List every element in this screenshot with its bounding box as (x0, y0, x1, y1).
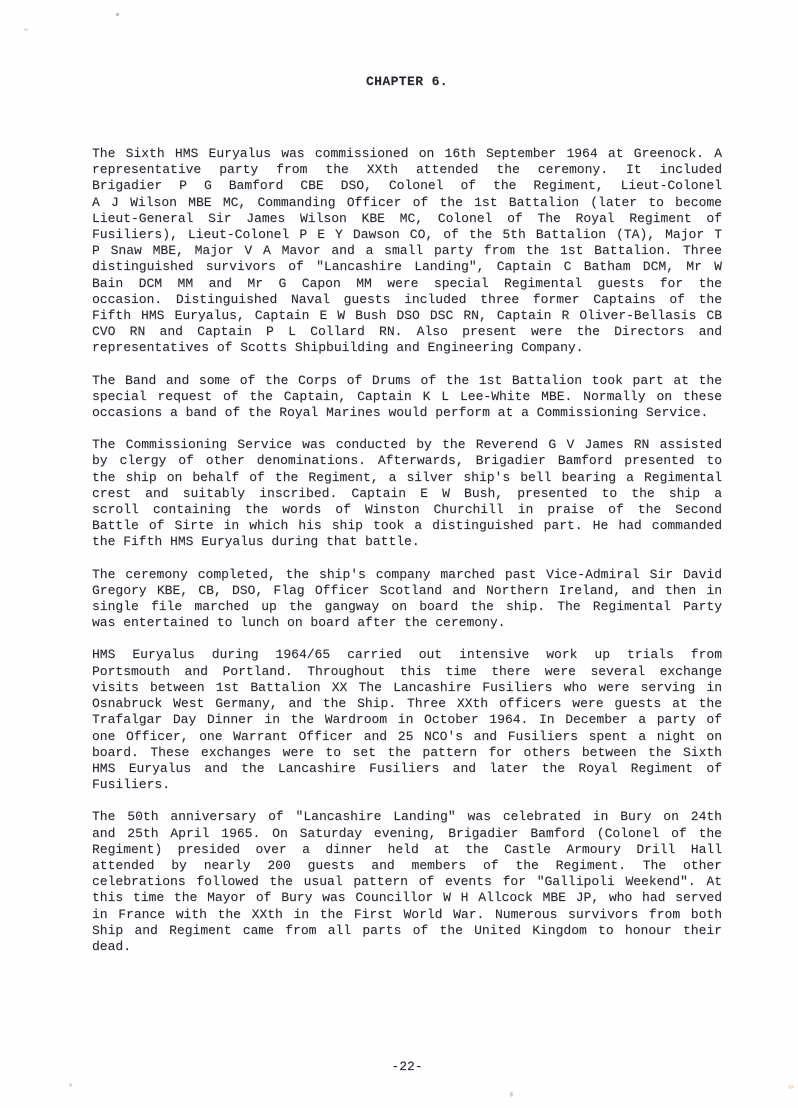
text-line: distinguished survivors of "Lancashire Landing", Captain C Batham DCM, Mr W (92, 259, 722, 275)
text-line: representatives of Scotts Shipbuilding and Engineering Company. (92, 340, 584, 356)
text-line: The Commissioning Service was conducted by the Reverend G V James RN assisted (92, 437, 722, 453)
chapter-heading: CHAPTER 6. (365, 74, 448, 89)
text-line: visits between 1st Battalion XX The Lancashire Fusiliers who were serving in (92, 679, 722, 695)
text-line: Fusiliers. (92, 777, 171, 793)
text-line: was entertained to lunch on board after the ceremony. (92, 615, 506, 631)
text-line: Fifth HMS Euryalus, Captain E W Bush DSO DSC RN, Captain R Oliver-Bellasis CB (92, 308, 722, 324)
text-line: celebrations followed the usual pattern of events for "Gallipoli Weekend". At (92, 874, 722, 890)
text-line: in France with the XXth in the First World War. Numerous survivors from both (92, 906, 722, 922)
text-line: special request of the Captain, Captain K L Lee-White MBE. Normally on these (92, 388, 722, 404)
text-line: the Fifth HMS Euryalus during that battle. (92, 534, 420, 550)
text-line: occasions a band of the Royal Marines would perform at a Commissioning Service. (92, 405, 709, 421)
text-line: Gregory KBE, CB, DSO, Flag Officer Scotland and Northern Ireland, and then in (92, 582, 722, 598)
paragraph (92, 146, 722, 357)
text-line: Osnabruck West Germany, and the Ship. Three XXth officers were guests at the (92, 696, 722, 712)
text-line: this time the Mayor of Bury was Councillor W H Allcock MBE JP, who had served (92, 890, 722, 906)
text-line: The 50th anniversary of "Lancashire Landing" was celebrated in Bury on 24th (92, 809, 722, 825)
text-line: board. These exchanges were to set the pattern for others between the Sixth (92, 744, 722, 760)
text-line: the ship on behalf of the Regiment, a silver ship's bell bearing a Regimental (92, 469, 722, 485)
text-line: A J Wilson MBE MC, Commanding Officer of the 1st Battalion (later to become (92, 194, 722, 210)
text-line: CVO RN and Captain P L Collard RN. Also present were the Directors and (92, 324, 722, 340)
paragraph (92, 437, 722, 550)
text-line: single file marched up the gangway on board the ship. The Regimental Party (92, 599, 722, 615)
text-line: Ship and Regiment came from all parts of the United Kingdom to honour their (92, 922, 722, 938)
text-line: one Officer, one Warrant Officer and 25 NCO's and Fusiliers spent a night on (92, 728, 722, 744)
paper-speck (69, 1083, 72, 1087)
text-line: occasion. Distinguished Naval guests included three former Captains of the (92, 291, 722, 307)
text-line: crest and suitably inscribed. Captain E W Bush, presented to the ship a (92, 485, 722, 501)
text-line: representative party from the XXth attended the ceremony. It included (92, 162, 722, 178)
paragraph (92, 373, 722, 422)
text-line: Lieut-General Sir James Wilson KBE MC, Colonel of The Royal Regiment of (92, 210, 722, 226)
text-line: Regiment) presided over a dinner held at the Castle Armoury Drill Hall (92, 841, 722, 857)
text-line: dead. (92, 938, 132, 954)
text-line: Bain DCM MM and Mr G Capon MM were special Regimental guests for the (92, 275, 722, 291)
text-line: by clergy of other denominations. Afterwards, Brigadier Bamford presented to (92, 453, 722, 469)
paragraph (92, 567, 722, 632)
text-line: The Sixth HMS Euryalus was commissioned on 16th September 1964 at Greenock. A (92, 146, 722, 161)
paper-speck (788, 1085, 794, 1089)
paragraph (92, 809, 722, 955)
paper-speck (510, 1092, 513, 1097)
text-line: The Band and some of the Corps of Drums of the 1st Battalion took part at the (92, 372, 722, 388)
paper-speck (116, 13, 119, 16)
text-line: Trafalgar Day Dinner in the Wardroom in October 1964. In December a party of (92, 712, 722, 728)
text-line: Fusiliers), Lieut-Colonel P E Y Dawson CO, of the 5th Battalion (TA), Major T (92, 227, 722, 243)
text-line: and 25th April 1965. On Saturday evening, Brigadier Bamford (Colonel of the (92, 825, 722, 841)
text-line: Brigadier P G Bamford CBE DSO, Colonel of the Regiment, Lieut-Colonel (92, 178, 722, 194)
paper-speck (24, 28, 28, 31)
paragraph (92, 647, 722, 793)
text-line: attended by nearly 200 guests and members of the Regiment. The other (92, 857, 722, 873)
text-line: The ceremony completed, the ship's company marched past Vice-Admiral Sir David (92, 566, 722, 582)
text-line: P Snaw MBE, Major V A Mavor and a small party from the 1st Battalion. Three (92, 243, 722, 259)
page-number: -22- (391, 1059, 423, 1074)
text-line: scroll containing the words of Winston Churchill in praise of the Second (92, 502, 722, 518)
text-line: Battle of Sirte in which his ship took a distinguished part. He had commanded (92, 518, 722, 534)
text-line: HMS Euryalus during 1964/65 carried out intensive work up trials from (92, 647, 722, 663)
document-body (92, 146, 722, 971)
text-line: HMS Euryalus and the Lancashire Fusiliers and later the Royal Regiment of (92, 760, 722, 776)
text-line: Portsmouth and Portland. Throughout this time there were several exchange (92, 663, 722, 679)
